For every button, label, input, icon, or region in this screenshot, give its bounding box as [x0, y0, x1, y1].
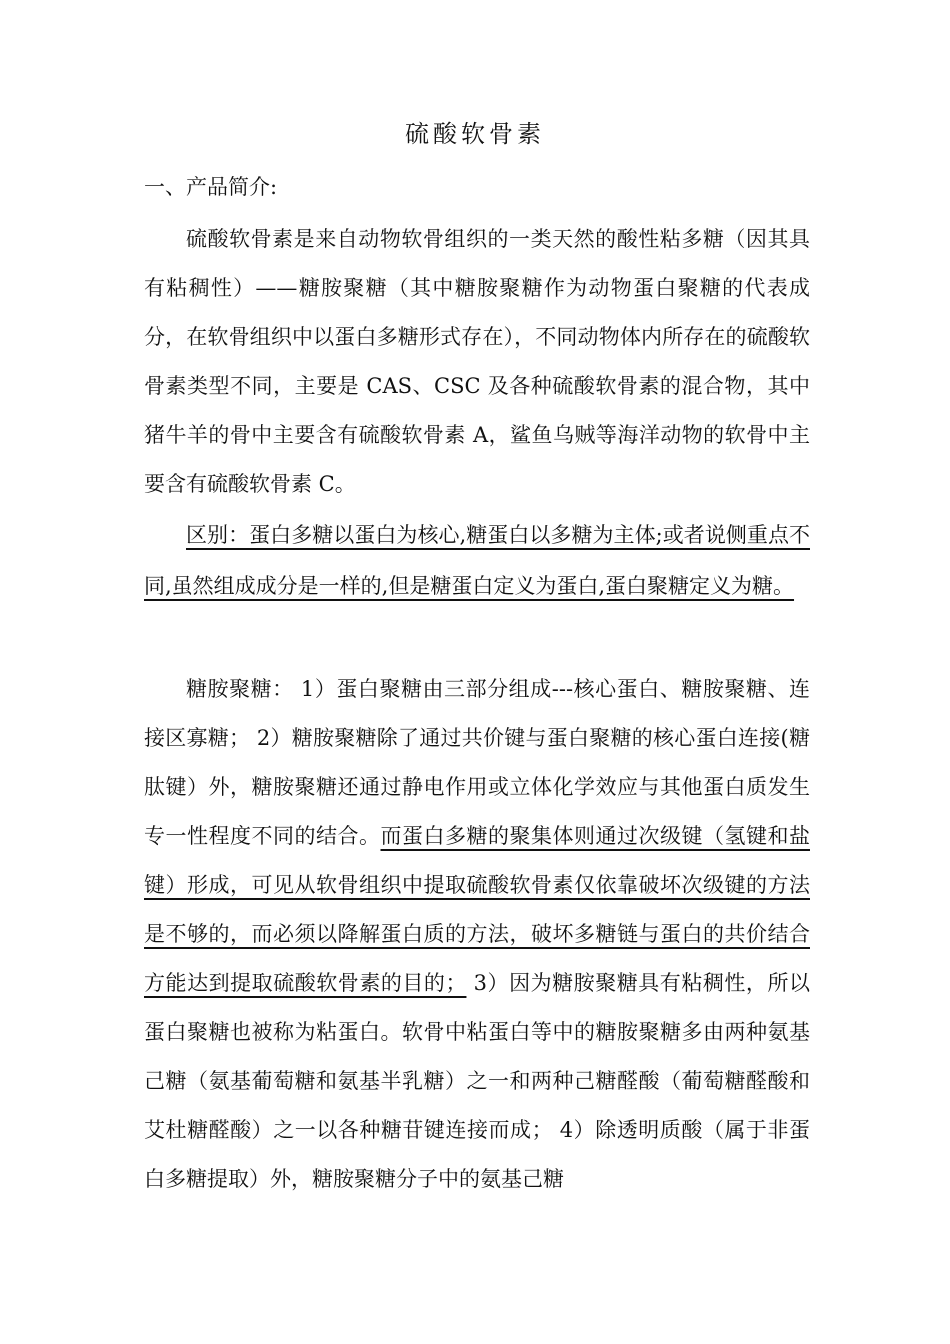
paragraph-glycosaminoglycan: [144, 665, 810, 1204]
underlined-text-difference: 区别：蛋白多糖以蛋白为核心,糖蛋白以多糖为主体;或者说侧重点不同,虽然组成成分是一样的,但是糖蛋白定义为蛋白,蛋白聚糖定义为糖。: [144, 523, 810, 598]
paragraph-introduction: 硫酸软骨素是来自动物软骨组织的一类天然的酸性粘多糖（因其具有粘稠性）——糖胺聚糖（其中糖胺聚糖作为动物蛋白聚糖的代表成分，在软骨组织中以蛋白多糖形式存在），不同动物体内所存在的硫酸软骨素类型不同，主要是 CAS、CSC 及各种硫酸软骨素的混合物，其中猪牛羊的骨中主要含有硫酸软骨素 A，鲨鱼乌贼等海洋动物的软骨中主要含有硫酸软骨素 C。: [144, 227, 810, 496]
paragraph3-text-end: 3）因为糖胺聚糖具有粘稠性，所以蛋白聚糖也被称为粘蛋白。软骨中粘蛋白等中的糖胺聚糖多由两种氨基己糖（氨基葡萄糖和氨基半乳糖）之一和两种己糖醛酸（葡萄糖醛酸和艾杜糖醛酸）之一以各种糖苷键连接而成； 4）除透明质酸（属于非蛋白多糖提取）外，糖胺聚糖分子中的氨基己糖: [144, 971, 810, 1191]
document-title: 硫酸软骨素: [405, 120, 545, 148]
section-heading: 一、产品简介:: [144, 175, 278, 199]
underlined-text-extraction: 而蛋白多糖的聚集体则通过次级键（氢键和盐键）形成，可见从软骨组织中提取硫酸软骨素仅依靠破坏次级键的方法是不够的，而必须以降解蛋白质的方法，破坏多糖链与蛋白的共价结合方能达到提取硫酸软骨素的目的；: [144, 824, 810, 995]
paragraph3-text-start: 糖胺聚糖： 1）蛋白聚糖由三部分组成---核心蛋白、糖胺聚糖、连接区寡糖； 2）糖胺聚糖除了通过共价键与蛋白聚糖的核心蛋白连接(糖肽键）外，糖胺聚糖还通过静电作用或立体化学效应与其他蛋白质发生专一性程度不同的结合。: [144, 677, 810, 848]
paragraph-difference: [144, 510, 810, 612]
